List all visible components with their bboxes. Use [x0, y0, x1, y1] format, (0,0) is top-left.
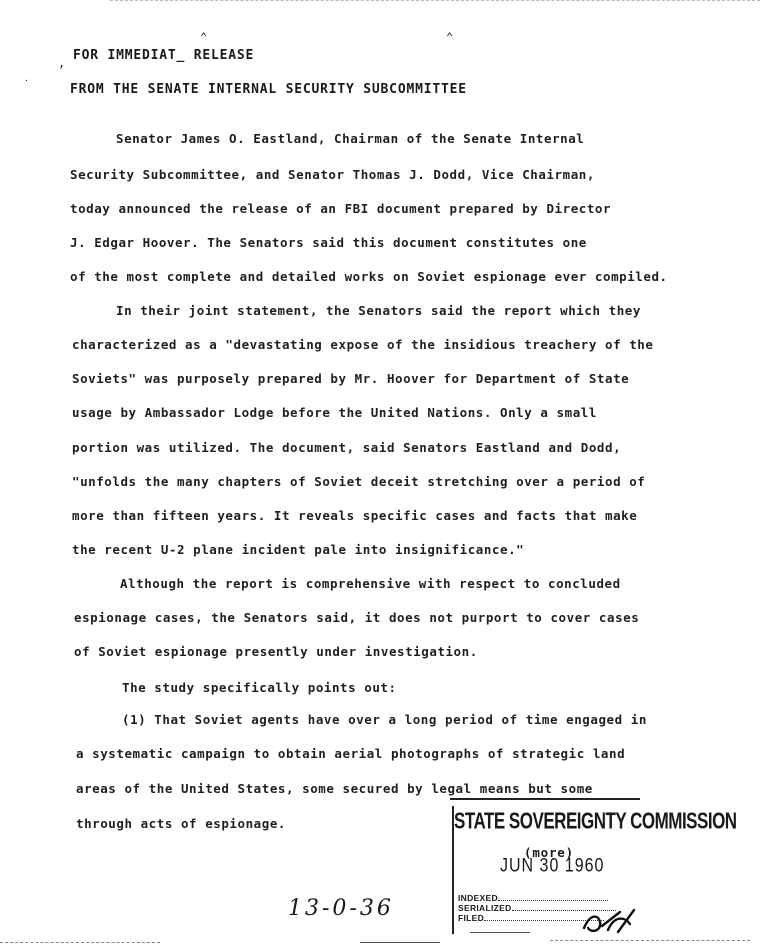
stamp-top-rule [450, 798, 640, 800]
top-scan-edge [110, 0, 760, 3]
body-line: Although the report is comprehensive with respect to concluded [120, 576, 621, 591]
body-line: J. Edgar Hoover. The Senators said this document constitutes one [70, 235, 587, 250]
body-line: more than fifteen years. It reveals specific cases and facts that make [72, 508, 638, 523]
body-line: espionage cases, the Senators said, it does not purport to cover cases [74, 610, 640, 625]
body-line: areas of the United States, some secured by legal means but some [76, 781, 593, 796]
release-header: FOR IMMEDIAT_ RELEASE [73, 48, 255, 63]
stamp-field-indexed [458, 893, 608, 903]
body-line: of the most complete and detailed works on Soviet espionage ever compiled. [70, 269, 668, 284]
body-line: a systematic campaign to obtain aerial photographs of strategic land [76, 746, 626, 761]
handwritten-file-number: 13-0-36 [288, 896, 394, 921]
body-line: through acts of espionage. [76, 816, 286, 831]
bottom-scan-edge [0, 942, 160, 943]
stamp-field-label: INDEXED [458, 893, 498, 903]
scan-caret-mark: ⌃ [446, 30, 454, 44]
stamp-date: JUN 30 1960 [500, 856, 605, 877]
body-line: Security Subcommittee, and Senator Thomas J. Dodd, Vice Chairman, [70, 167, 595, 182]
body-line: of Soviet espionage presently under investigation. [74, 644, 478, 659]
scan-bullet-mark: , [58, 56, 66, 70]
bottom-scan-edge [360, 942, 440, 943]
scan-dot-mark: · [24, 76, 29, 85]
body-line: usage by Ambassador Lodge before the United Nations. Only a small [72, 405, 597, 420]
body-line: The study specifically points out: [122, 680, 397, 695]
stamp-fill-line [498, 900, 608, 901]
body-line: portion was utilized. The document, said Senators Eastland and Dodd, [72, 440, 622, 455]
body-line: Senator James O. Eastland, Chairman of the Senate Internal [116, 131, 585, 146]
body-line: In their joint statement, the Senators said the report which they [116, 303, 641, 318]
body-line: today announced the release of an FBI document prepared by Director [70, 201, 612, 216]
body-line: (1) That Soviet agents have over a long period of time engaged in [122, 712, 647, 727]
body-line: Soviets" was purposely prepared by Mr. Hoover for Department of State [72, 371, 630, 386]
subcommittee-header: FROM THE SENATE INTERNAL SECURITY SUBCOMMITTEE [70, 82, 467, 97]
handwritten-initials-signature [578, 906, 638, 938]
body-line: characterized as a "devastating expose of the insidious treachery of the [72, 337, 654, 352]
more-continuation: (more) [524, 845, 574, 860]
body-line: "unfolds the many chapters of Soviet deceit stretching over a period of [72, 474, 646, 489]
stamp-field-label: FILED [458, 913, 485, 923]
stamp-title: STATE SOVEREIGNTY COMMISSION [454, 808, 737, 834]
bottom-scan-edge [550, 940, 750, 941]
body-line: the recent U-2 plane incident pale into insignificance." [72, 542, 525, 557]
scan-caret-mark: ⌃ [200, 30, 208, 44]
stamp-bottom-rule [470, 932, 530, 933]
stamp-field-label: SERIALIZED [458, 903, 512, 913]
